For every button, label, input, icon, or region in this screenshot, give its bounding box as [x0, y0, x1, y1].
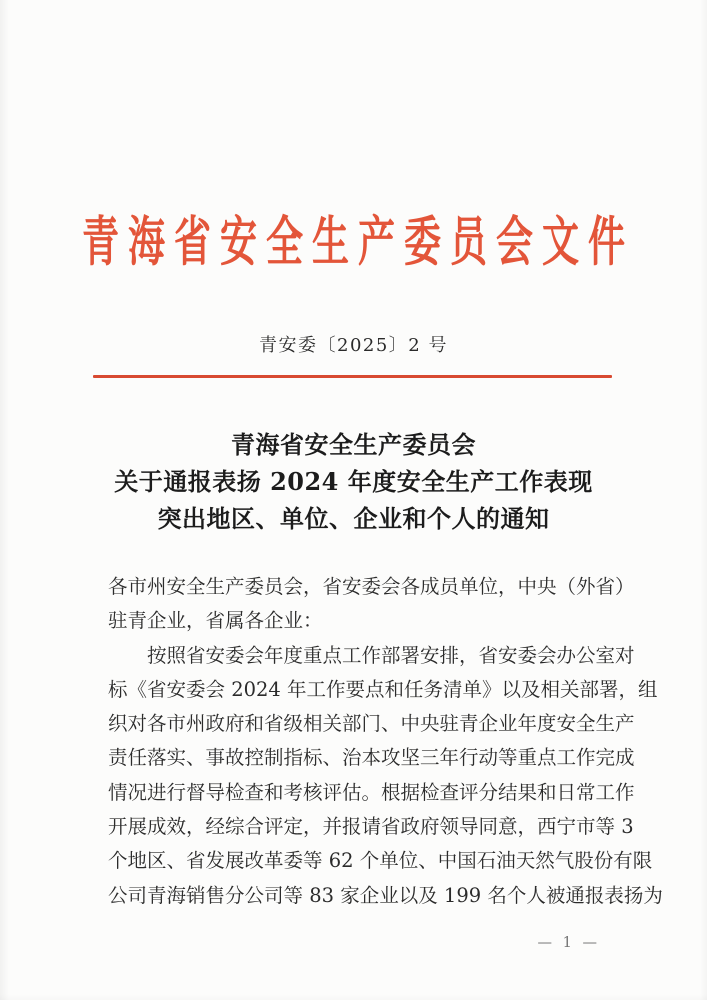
body-line: 驻青企业，省属各企业： [108, 609, 323, 633]
body-line: 公司青海销售分公司等 83 家企业以及 199 名个人被通报表扬为 [108, 883, 663, 907]
document-title [0, 426, 707, 537]
body-line: 按照省安委会年度重点工作部署安排，省安委会办公室对 [147, 643, 635, 667]
body-line: 责任落实、事故控制指标、治本攻坚三年行动等重点工作完成 [108, 746, 635, 770]
body-line: 标《省安委会 2024 年工作要点和任务清单》以及相关部署，组 [108, 677, 658, 701]
letterhead-text: 青海省安全生产委员会文件 [82, 209, 634, 273]
body-line: 个地区、省发展改革委等 62 个单位、中国石油天然气股份有限 [108, 849, 653, 873]
document-title-line: 青海省安全生产委员会 [231, 430, 476, 459]
document-number: 青安委〔2025〕2 号 [259, 335, 448, 356]
body-line: 开展成效，经综合评定，并报请省政府领导同意，西宁市等 3 [108, 815, 634, 839]
red-letterhead-title [0, 204, 707, 286]
document-title-line: 关于通报表扬 2024 年度安全生产工作表现 [114, 467, 593, 496]
body-line: 各市州安全生产委员会，省安委会各成员单位，中央（外省） [108, 575, 635, 598]
red-separator-line [93, 375, 612, 378]
page-number: — 1 — [537, 935, 600, 951]
body-line: 情况进行督导检查和考核评估。根据检查评分结果和日常工作 [108, 780, 635, 804]
document-title-line: 突出地区、单位、企业和个人的通知 [157, 504, 550, 533]
body-line: 织对各市州政府和省级相关部门、中央驻青企业年度安全生产 [108, 712, 635, 736]
document-body [108, 570, 663, 913]
